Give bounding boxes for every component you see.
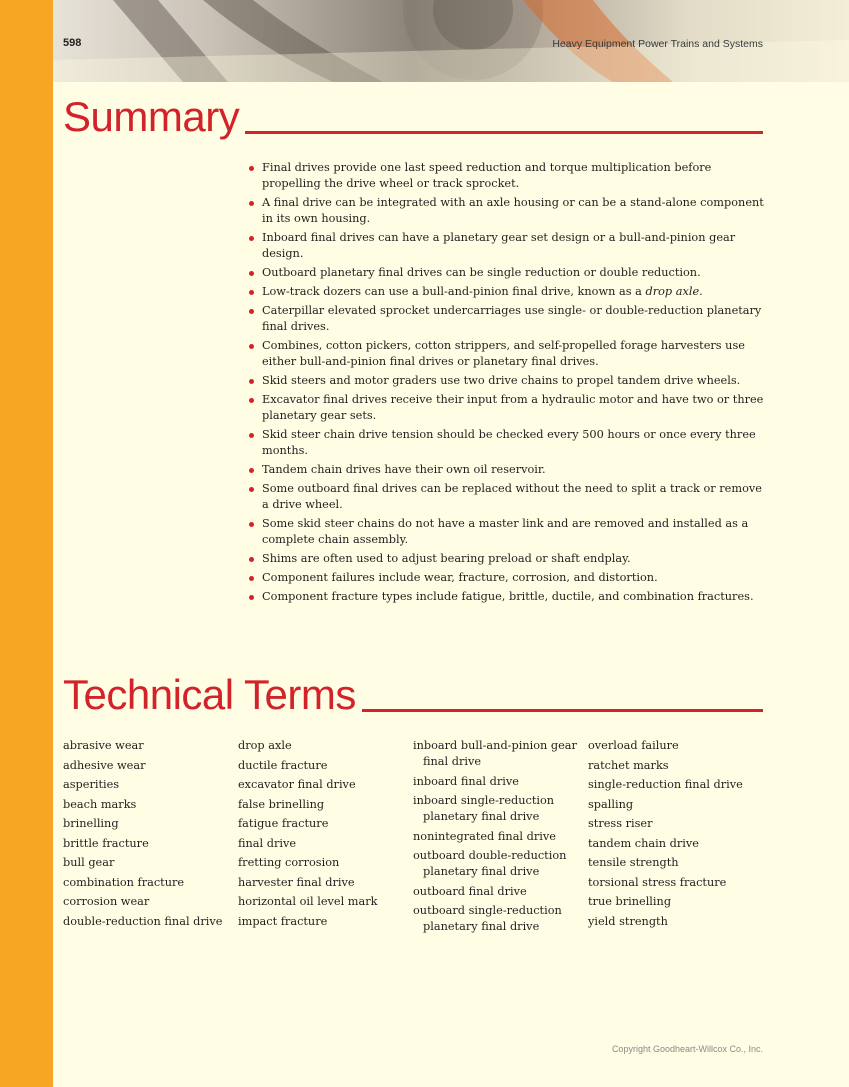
page-number: 598 — [63, 37, 82, 49]
technical-term: brinelling — [63, 817, 119, 830]
technical-terms-heading — [63, 671, 763, 718]
summary-bullet: Final drives provide one last speed reduction and torque multiplication before propelling the drive wheel or track sprocket. — [244, 160, 766, 192]
summary-bullet: Component fracture types include fatigue, brittle, ductile, and combination fractures. — [244, 589, 766, 605]
sidebar-color-band — [0, 0, 53, 1087]
technical-term: brittle fracture — [63, 836, 149, 850]
technical-term: yield strength — [588, 914, 668, 928]
technical-term: tandem chain drive — [588, 836, 699, 850]
technical-term: stress riser — [588, 817, 653, 830]
heading-rule — [362, 709, 763, 712]
technical-term: spalling — [588, 797, 634, 811]
technical-term: drop axle — [238, 739, 292, 752]
summary-bullet-list — [244, 160, 766, 608]
summary-bullet: Combines, cotton pickers, cotton strippers, and self-propelled forage harvesters use either bull-and-pinion final drives or planetary final drives. — [244, 338, 766, 370]
technical-term: inboard single-reduction planetary final drive — [413, 794, 555, 823]
technical-terms-list — [63, 738, 763, 939]
technical-term: impact fracture — [238, 914, 328, 928]
summary-bullet: Tandem chain drives have their own oil reservoir. — [244, 462, 766, 478]
technical-term: single-reduction final drive — [588, 778, 743, 791]
summary-bullet: Excavator final drives receive their input from a hydraulic motor and have two or three planetary gear sets. — [244, 392, 766, 424]
technical-term: false brinelling — [238, 797, 325, 811]
summary-bullet: Skid steer chain drive tension should be checked every 500 hours or once every three months. — [244, 427, 766, 459]
technical-term: final drive — [238, 836, 297, 850]
technical-term: adhesive wear — [63, 758, 146, 772]
technical-term: asperities — [63, 778, 120, 791]
technical-term: beach marks — [63, 797, 137, 811]
summary-bullet: Inboard final drives can have a planetary gear set design or a bull-and-pinion gear design. — [244, 230, 766, 262]
technical-term: tensile strength — [588, 856, 679, 869]
technical-term: ratchet marks — [588, 758, 669, 772]
technical-term: abrasive wear — [63, 739, 144, 752]
technical-term: double-reduction final drive — [63, 914, 223, 928]
terms-column-4 — [588, 738, 763, 939]
technical-term: fatigue fracture — [238, 817, 329, 830]
technical-term: ductile fracture — [238, 758, 328, 772]
technical-term: outboard double-reduction planetary final drive — [413, 849, 567, 878]
technical-term: horizontal oil level mark — [238, 895, 378, 908]
technical-term: harvester final drive — [238, 875, 355, 889]
technical-term: outboard single-reduction planetary final drive — [413, 904, 562, 933]
summary-bullet: Shims are often used to adjust bearing preload or shaft endplay. — [244, 551, 766, 567]
technical-term: bull gear — [63, 856, 115, 869]
technical-term: fretting corrosion — [238, 856, 340, 869]
technical-term: inboard bull-and-pinion gear final drive — [413, 739, 577, 768]
summary-bullet: Caterpillar elevated sprocket undercarriages use single- or double-reduction planetary final drives. — [244, 303, 766, 335]
drop-axle-term: drop axle — [645, 285, 700, 298]
technical-term: excavator final drive — [238, 778, 356, 791]
summary-heading — [63, 93, 763, 140]
copyright-notice: Copyright Goodheart-Willcox Co., Inc. — [611, 1044, 763, 1054]
technical-term: torsional stress fracture — [588, 875, 727, 889]
summary-bullet: Some skid steer chains do not have a master link and are removed and installed as a complete chain assembly. — [244, 516, 766, 548]
summary-bullet-text: Low-track dozers can use a bull-and-pinion final drive, known as a — [262, 285, 646, 298]
terms-column-1 — [63, 738, 238, 939]
technical-term: true brinelling — [588, 895, 672, 908]
heading-rule — [245, 131, 763, 134]
technical-term: combination fracture — [63, 875, 185, 889]
technical-term: nonintegrated final drive — [413, 829, 556, 843]
technical-term: inboard final drive — [413, 774, 519, 788]
summary-heading-text: Summary — [63, 93, 240, 140]
running-title: Heavy Equipment Power Trains and Systems — [552, 38, 763, 50]
summary-bullet-period: . — [699, 285, 703, 298]
technical-term: overload failure — [588, 739, 679, 752]
summary-bullet: Component failures include wear, fracture, corrosion, and distortion. — [244, 570, 766, 586]
terms-column-2 — [238, 738, 413, 939]
summary-bullet: Some outboard final drives can be replaced without the need to split a track or remove a drive wheel. — [244, 481, 766, 513]
summary-bullet — [244, 284, 766, 300]
technical-term: outboard final drive — [413, 884, 527, 898]
terms-column-3 — [413, 738, 588, 939]
technical-term: corrosion wear — [63, 895, 150, 908]
summary-bullet: Outboard planetary final drives can be single reduction or double reduction. — [244, 265, 766, 281]
summary-bullet: A final drive can be integrated with an axle housing or can be a stand-alone component in its own housing. — [244, 195, 766, 227]
technical-terms-heading-text: Technical Terms — [63, 671, 356, 718]
summary-bullet: Skid steers and motor graders use two drive chains to propel tandem drive wheels. — [244, 373, 766, 389]
